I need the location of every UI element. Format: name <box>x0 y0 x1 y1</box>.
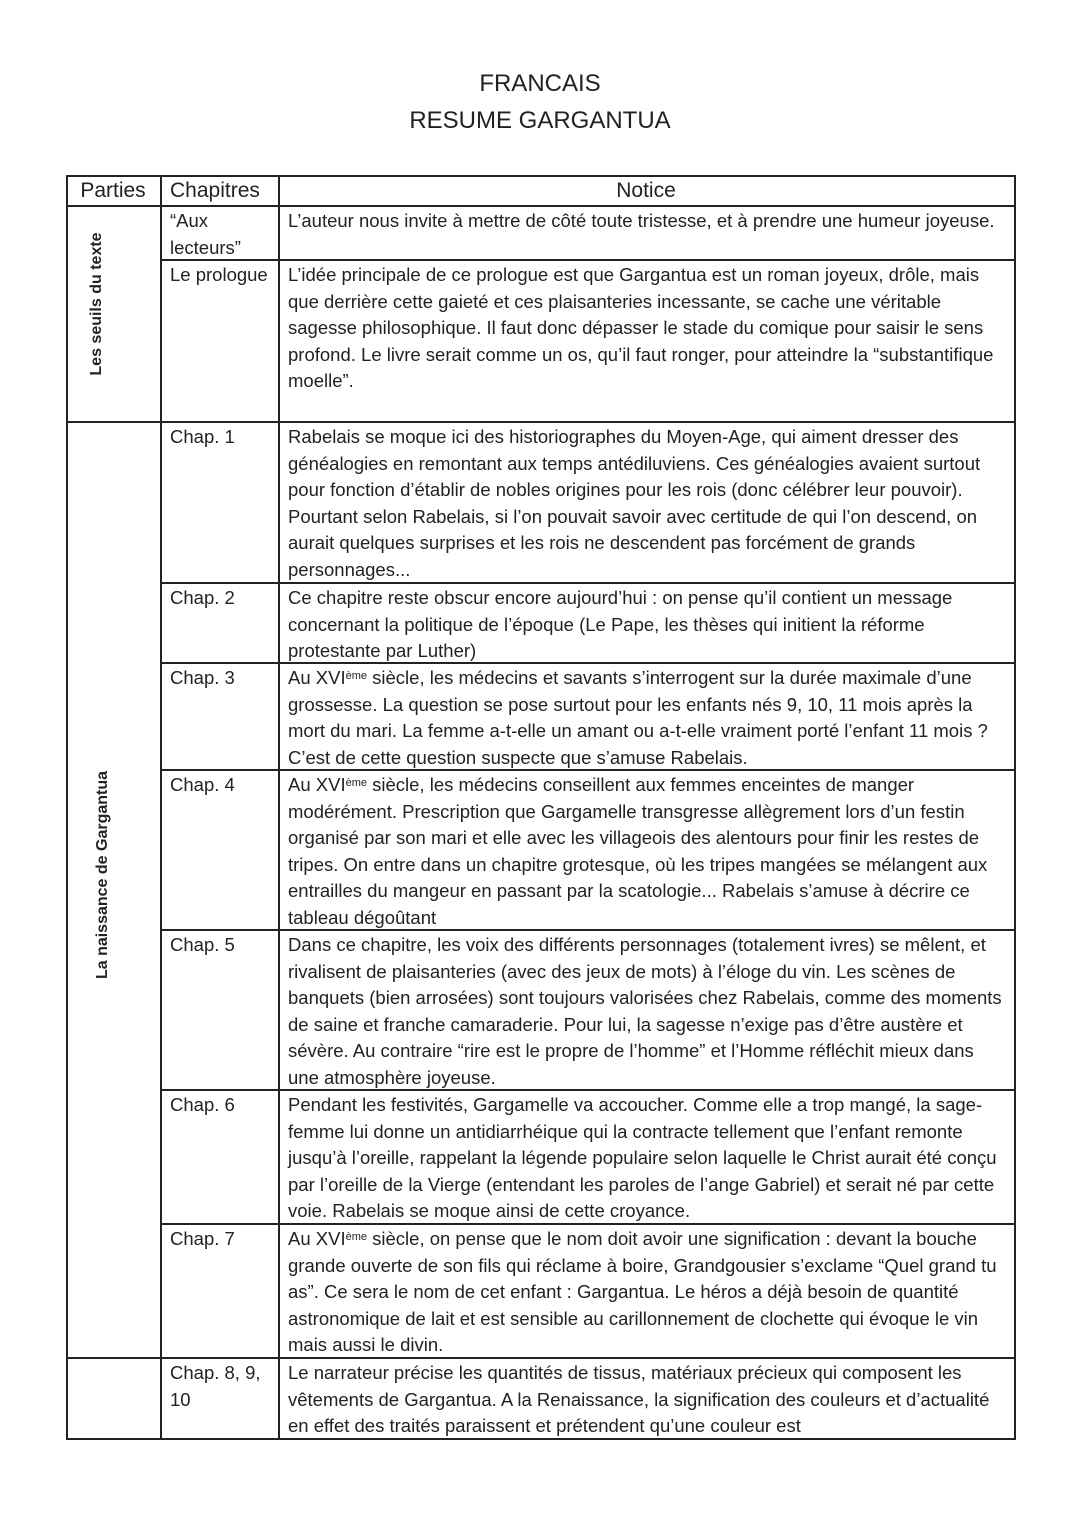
part-label-empty <box>103 1323 123 1417</box>
notice-cell: L’auteur nous invite à mettre de côté toute tristesse, et à prendre une humeur joyeuse. <box>288 210 995 231</box>
notice-prefix: Au XVI <box>288 1228 346 1249</box>
notice-cell: Ce chapitre reste obscur encore aujourd’hui : on pense qu’il contient un message concernant la politique de l’époque (Le Pape, les thèses qui initient la réforme protestante par Luther) <box>288 587 953 661</box>
notice-cell: L’idée principale de ce prologue est que Gargantua est un roman joyeux, drôle, mais que derrière cette gaieté et ces plaisanteries incessante, se cache une véritable sagesse philosophique. Il faut donc dépasser le stade du comique pour saisir le sens profond. Le livre serait comme un os, qu’il faut ronger, pour atteindre la “substantifique moelle”. <box>288 264 994 391</box>
notice-text: siècle, les médecins et savants s’interrogent sur la durée maximale d’une grossesse. La question se pose surtout pour les enfants nés 9, 10, 11 mois après la mort du mari. La femme a-t-elle un amant ou a-t-elle vraiment porté l’enfant 11 mois ? C’est de cette question suspecte que s’amuse Rabelais. <box>288 667 988 768</box>
chapter-cell: Chap. 6 <box>170 1094 235 1115</box>
notice-prefix: Au XVI <box>288 667 346 688</box>
notice-cell: Rabelais se moque ici des historiographes du Moyen-Age, qui aiment dresser des généalogies en remontant aux temps antédiluviens. Ces généalogies avaient surtout pour fonction d’établir de nobles origines pour les rois (donc célébrer leur pouvoir). Pourtant selon Rabelais, si l’on pouvait savoir avec certitude de qui l’on descend, on aurait quelques surprises et les rois ne descendent pas forcément de grands personnages... <box>288 426 981 580</box>
chapter-cell: Chap. 7 <box>170 1228 235 1249</box>
notice-cell: Dans ce chapitre, les voix des différents personnages (totalement ivres) se mêlent, et rivalisent de plaisanteries (avec des jeux de mots) à l’éloge du vin. Les scènes de banquets (bien arrosées) sont toujours valorisées chez Rabelais, comme des moments de saine et franche camaraderie. Pour lui, la sagesse n’exige pas d’être austère et sévère. Au contraire “rire est le propre de l’homme” et l’Homme réfléchit mieux dans une atmosphère joyeuse. <box>288 934 1002 1088</box>
chapter-cell: Chap. 4 <box>170 774 235 795</box>
table-border-bottom <box>66 1438 1016 1440</box>
part-label-seuils: Les seuils du texte <box>88 232 105 376</box>
notice-superscript: ème <box>345 670 367 682</box>
notice-cell <box>278 1224 1014 1359</box>
table-border-right <box>1014 175 1016 1440</box>
notice-text: siècle, on pense que le nom doit avoir une signification : devant la bouche grande ouverte de son fils qui réclame à boire, Grandgousier s’exclame “Quel grand tu as”. Ce sera le nom de cet enfant : Gargantua. Le héros a déjà besoin de quantité astronomique de lait et est sensible au carillonnement de clochette qui évoque le vin mais aussi le divin. <box>288 1228 997 1355</box>
document-subtitle: RESUME GARGANTUA <box>409 107 671 134</box>
notice-cell <box>278 663 1014 771</box>
notice-prefix: Au XVI <box>288 774 346 795</box>
chapter-cell: Chap. 5 <box>170 934 235 955</box>
chapter-cell: Le prologue <box>170 264 268 285</box>
table-border-left <box>66 175 68 1440</box>
chapter-cell: Chap. 8, 9, 10 <box>170 1362 261 1410</box>
notice-superscript: ème <box>345 777 367 789</box>
notice-cell <box>278 770 1014 931</box>
header-notice: Notice <box>616 179 676 202</box>
chapter-cell: Chap. 2 <box>170 587 235 608</box>
notice-cell: Le narrateur précise les quantités de tissus, matériaux précieux qui composent les vêtements de Gargantua. A la Renaissance, la signification des couleurs et d’actualité en effet des traités paraissent et prétendent qu’une couleur est <box>288 1362 990 1436</box>
chapter-cell: Chap. 1 <box>170 426 235 447</box>
notice-superscript: ème <box>345 1231 367 1243</box>
notice-cell: Pendant les festivités, Gargamelle va accoucher. Comme elle a trop mangé, la sage-femme lui donne un antidiarrhéique qui la contracte tellement que l’enfant remonte jusqu’à l’oreille, rappelant la légende populaire selon laquelle le Christ aurait été conçu par l’oreille de la Vierge (entendant les paroles de l’ange Gabriel) et serait né par cette voie. Rabelais se moque ainsi de cette croyance. <box>288 1094 997 1221</box>
header-parties: Parties <box>80 179 146 202</box>
header-chapitres: Chapitres <box>170 179 260 202</box>
chapter-cell: Chap. 3 <box>170 667 235 688</box>
part-label-naissance: La naissance de Gargantua <box>94 770 111 980</box>
chapter-cell: “Aux lecteurs” <box>170 210 241 258</box>
document-title: FRANCAIS <box>479 70 601 97</box>
notice-text: siècle, les médecins conseillent aux femmes enceintes de manger modérément. Prescription que Gargamelle transgresse allègrement lors d’un festin organisé par son mari et elle avec les villageois des alentours pour finir les restes de tripes. On entre dans un chapitre grotesque, où les tripes mangées se mélangent aux entrailles du mangeur en passant par la scatologie... Rabelais s’amuse à décrire ce tableau dégoûtant <box>288 774 988 928</box>
